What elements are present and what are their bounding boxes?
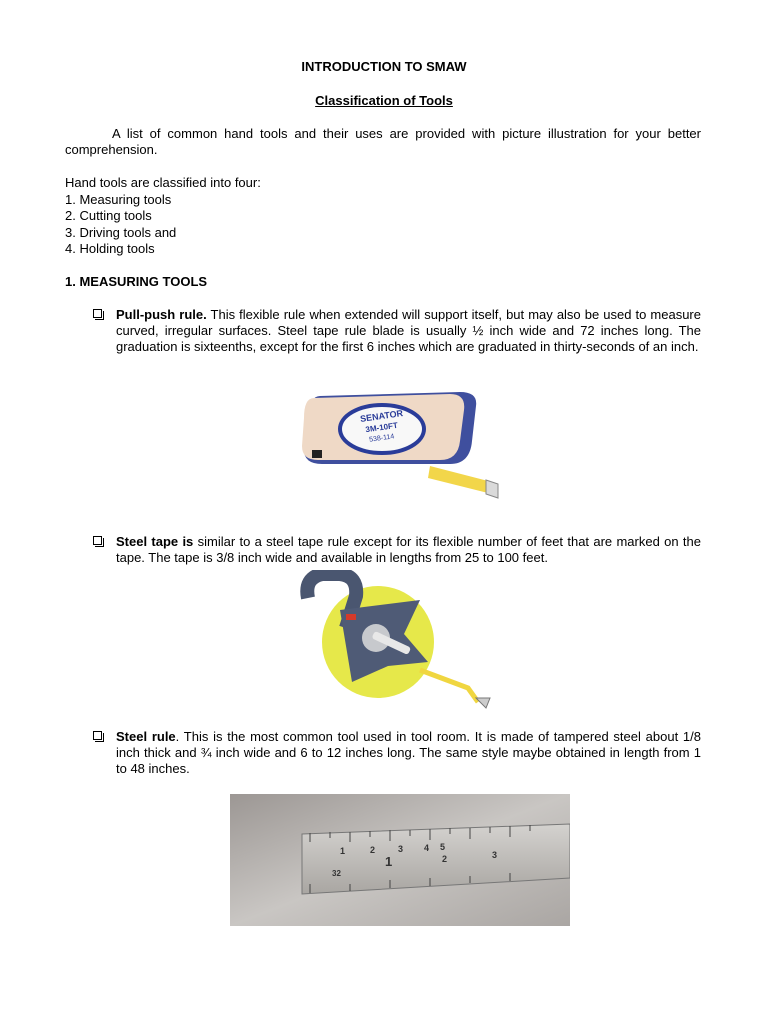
ruler-mark: 5 — [440, 842, 446, 852]
list-item: 3. Driving tools and — [65, 224, 177, 240]
steel-tape-image — [300, 570, 500, 710]
tape-measure-image — [300, 386, 500, 502]
tool-description — [116, 729, 701, 777]
tool-term: Steel tape is — [116, 534, 194, 549]
tape-brand-label: SENATOR — [359, 408, 404, 424]
classification-list — [65, 175, 261, 258]
tool-text: similar to a steel tape rule except for its flexible number of feet that are marked on the tape. The tape is 3/8 inch wide and available in lengths from 25 to 100 feet. — [116, 534, 701, 565]
list-item: 2. Cutting tools — [65, 208, 152, 223]
section-heading-measuring: 1. MEASURING TOOLS — [65, 274, 208, 289]
ruler-mark: 32 — [332, 869, 341, 878]
checkbox-bullet-icon — [93, 536, 102, 545]
tool-description — [116, 307, 701, 355]
ruler-mark: 2 — [370, 845, 376, 855]
tool-text: . This is the most common tool used in tool room. It is made of tampered steel about 1/8 inch thick and ¾ inch wide and 6 to 12 inches long. The same style maybe obtained in length from 1 to 48 inches. — [116, 729, 702, 776]
tool-term: Pull-push rule. — [116, 307, 207, 322]
checkbox-bullet-icon — [93, 731, 102, 740]
ruler-mark: 2 — [442, 854, 448, 864]
list-item: 4. Holding tools — [65, 241, 155, 256]
checkbox-bullet-icon — [93, 309, 102, 318]
tape-size-label: 3M-10FT — [364, 420, 399, 435]
ruler-mark: 4 — [424, 843, 430, 853]
steel-rule-image — [230, 794, 570, 926]
tool-text: This flexible rule when extended will support itself, but may also be used to measure curved, irregular surfaces. Steel tape rule blade is usually ½ inch wide and 72 inches long. The graduation is sixteenths, except for the first 6 inches which are graduated in thirty-seconds of an inch. — [116, 307, 701, 354]
document-title: INTRODUCTION TO SMAW — [301, 59, 467, 74]
intro-paragraph: A list of common hand tools and their uses are provided with picture illustration for your better comprehension. — [65, 126, 701, 157]
tool-term: Steel rule — [116, 729, 176, 744]
ruler-mark: 1 — [340, 846, 346, 856]
list-item: 1. Measuring tools — [65, 191, 172, 207]
ruler-mark: 1 — [385, 854, 393, 869]
document-subtitle: Classification of Tools — [315, 93, 453, 108]
tape-model-label: 538-114 — [368, 433, 395, 444]
tool-description — [116, 534, 701, 566]
ruler-mark: 3 — [398, 844, 404, 854]
classification-lead: Hand tools are classified into four: — [65, 175, 261, 190]
ruler-mark: 3 — [492, 850, 498, 860]
